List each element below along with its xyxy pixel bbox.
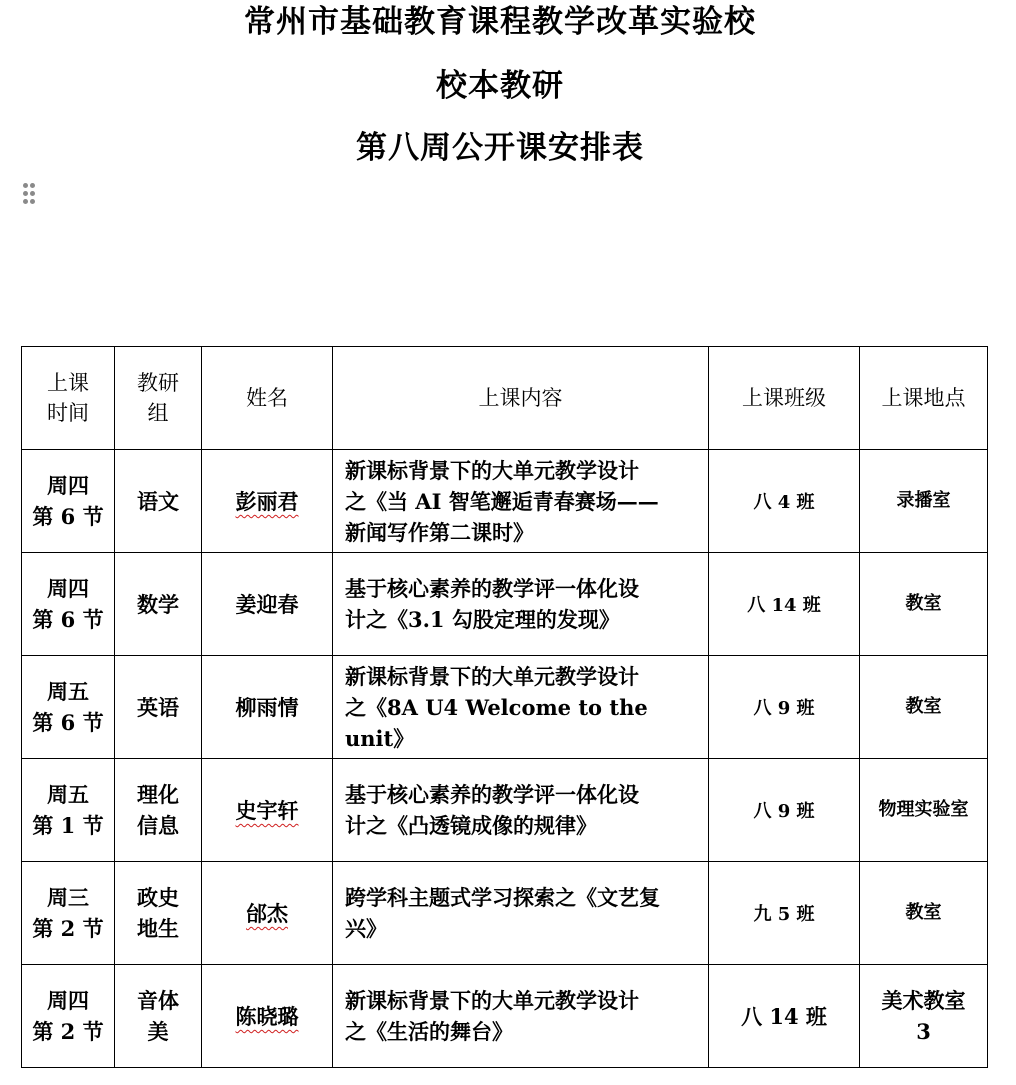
table-row: [22, 553, 988, 656]
cell-name: 邰杰: [202, 862, 333, 965]
time-line: 周四: [47, 988, 89, 1013]
time-line: 第 6 节: [32, 710, 104, 735]
time-line: 周三: [47, 885, 89, 910]
header-group: 教研组: [115, 347, 202, 450]
cell-content: [333, 965, 709, 1068]
cell-content: [333, 759, 709, 862]
table-row: [22, 656, 988, 759]
time-line: 第 2 节: [32, 916, 104, 941]
group-line: 数学: [137, 591, 179, 617]
location-line: 物理实验室: [878, 799, 969, 820]
cell-content: [333, 656, 709, 759]
time-line: 第 6 节: [32, 607, 104, 632]
time-line: 周五: [47, 679, 89, 704]
location-line: 美术教室: [881, 988, 966, 1013]
time-line: 周五: [47, 782, 89, 807]
content-line: 新课标背景下的大单元教学设计: [345, 663, 639, 689]
cell-class: 八 9 班: [709, 759, 860, 862]
cell-name: 陈晓璐: [202, 965, 333, 1068]
drag-handle-icon[interactable]: [23, 183, 35, 205]
header-location: 上课地点: [860, 347, 988, 450]
cell-name: 柳雨情: [202, 656, 333, 759]
cell-group: [115, 862, 202, 965]
cell-class: 九 5 班: [709, 862, 860, 965]
cell-time: [22, 759, 115, 862]
table-row: [22, 862, 988, 965]
table-row: [22, 965, 988, 1068]
content-line: 跨学科主题式学习探索之《文艺复: [345, 885, 660, 910]
table-row: [22, 450, 988, 553]
cell-group: [115, 759, 202, 862]
cell-location: [860, 965, 988, 1068]
table-row: [22, 759, 988, 862]
cell-time: [22, 656, 115, 759]
content-line: 新课标背景下的大单元教学设计: [345, 988, 639, 1013]
header-content: 上课内容: [333, 347, 709, 450]
header-class: 上课班级: [709, 347, 860, 450]
content-line: 之《生活的舞台》: [345, 1019, 513, 1044]
table-header-row: [22, 347, 988, 450]
group-line: 理化: [137, 782, 179, 807]
group-line: 政史: [137, 885, 179, 910]
content-line: 基于核心素养的教学评一体化设: [345, 782, 639, 807]
cell-time: [22, 450, 115, 553]
cell-location: [860, 553, 988, 656]
cell-group: [115, 965, 202, 1068]
location-line: 录播室: [896, 490, 951, 511]
content-line: 计之《凸透镜成像的规律》: [345, 813, 597, 838]
content-line: 基于核心素养的教学评一体化设: [345, 576, 639, 601]
cell-class: 八 4 班: [709, 450, 860, 553]
cell-class: 八 9 班: [709, 656, 860, 759]
content-line: 计之《3.1 勾股定理的发现》: [345, 607, 620, 632]
content-line: 之《当 AI 智笔邂逅青春赛场——: [345, 488, 659, 514]
content-line: 新课标背景下的大单元教学设计: [345, 457, 639, 483]
cell-time: [22, 862, 115, 965]
cell-location: [860, 656, 988, 759]
time-line: 周四: [47, 576, 89, 601]
schedule-table: [21, 346, 988, 1068]
content-line: 之《8A U4 Welcome to the unit》: [345, 694, 648, 751]
cell-name: 彭丽君: [202, 450, 333, 553]
cell-class: 八 14 班: [709, 553, 860, 656]
cell-group: [115, 450, 202, 553]
content-line: 新闻写作第二课时》: [345, 519, 534, 545]
group-line: 音体: [137, 988, 179, 1013]
cell-group: [115, 656, 202, 759]
header-name: 姓名: [202, 347, 333, 450]
cell-content: [333, 553, 709, 656]
time-line: 第 1 节: [32, 813, 104, 838]
cell-location: [860, 759, 988, 862]
cell-class: 八 14 班: [709, 965, 860, 1068]
time-line: 周四: [47, 473, 89, 498]
cell-location: [860, 862, 988, 965]
cell-name: 姜迎春: [202, 553, 333, 656]
time-line: 第 2 节: [32, 1019, 104, 1044]
location-line: 教室: [905, 593, 942, 614]
cell-location: [860, 450, 988, 553]
document-title: 常州市基础教育课程教学改革实验校: [244, 4, 756, 40]
cell-time: [22, 553, 115, 656]
cell-content: [333, 450, 709, 553]
location-line: 教室: [905, 902, 942, 923]
cell-time: [22, 965, 115, 1068]
time-line: 第 6 节: [32, 504, 104, 529]
schedule-title: 第八周公开课安排表: [356, 130, 644, 166]
group-line: 英语: [137, 694, 179, 720]
group-line: 地生: [137, 916, 179, 941]
group-line: 美: [147, 1019, 169, 1044]
location-line: 3: [916, 1019, 931, 1044]
content-line: 兴》: [345, 916, 387, 941]
group-line: 语文: [137, 488, 179, 514]
cell-group: [115, 553, 202, 656]
cell-name: 史宇轩: [202, 759, 333, 862]
group-line: 信息: [137, 813, 179, 838]
document-subtitle: 校本教研: [436, 68, 564, 104]
header-time: 上课时间: [22, 347, 115, 450]
location-line: 教室: [905, 696, 942, 717]
cell-content: [333, 862, 709, 965]
